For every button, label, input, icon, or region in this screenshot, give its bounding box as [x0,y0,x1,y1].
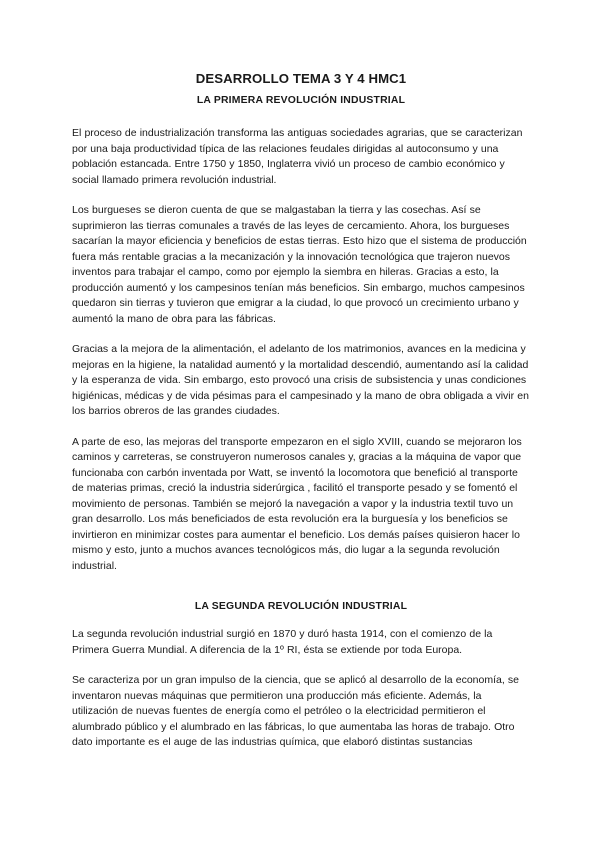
paragraph-transport: A parte de eso, las mejoras del transporte empezaron en el siglo XVIII, cuando se mejoraron los caminos y carreteras, se construyeron numerosos canales y, gracias a la máquina de vapor que funcionaba con carbón inventada por Watt, se inventó la locomotora que benefició al transporte de materias primas, creció la industria siderúrgica , facilitó el transporte pesado y se fomentó el movimiento de personas. También se mejoró la navegación a vapor y la industria textil tuvo un gran desarrollo. Los más beneficiados de esta revolución era la burguesía y los beneficios se invirtieron en minimizar costes para aumentar el beneficio. Los demás países quisieron hacer lo mismo y esto, junto a muchos avances tecnológicos más, dio lugar a la segunda revolución industrial. [72,435,522,572]
paragraph-demography: Gracias a la mejora de la alimentación, el adelanto de los matrimonios, avances en la medicina y mejoras en la higiene, la natalidad aumentó y la mortalidad descendió, aumentando así la calidad y la esperanza de vida. Sin embargo, esto provocó una crisis de subsistencia y unas condiciones higiénicas, médicas y de vida pésimas para el campesinado y la mano de obra obligada a vivir en los barrios obreros de las grandes ciudades. [72,343,529,417]
paragraph-bourgeoisie-land: Los burgueses se dieron cuenta de que se malgastaban la tierra y las cosechas. Así se suprimieron las tierras comunales a través de las leyes de cercamiento. Ahora, los burgueses sacarían la mayor eficiencia y beneficios de estas tierras. Esto hizo que el sistema de producción fuera más rentable gracias a la mecanización y la innovación tecnológica que trajeron nuevos inventos para trabajar el campo, como por ejemplo la siembra en hileras. Gracias a esto, la producción aumentó y los campesinos tenían más beneficios. Sin embargo, muchos campesinos quedaron sin tierras y tuvieron que emigrar a la ciudad, lo que provocó un crecimiento urbano y aumentó la mano de obra para las fábricas. [72,204,527,325]
section-heading-second-revolution: LA SEGUNDA REVOLUCIÓN INDUSTRIAL [194,601,408,612]
section-heading-first-revolution: LA PRIMERA REVOLUCIÓN INDUSTRIAL [196,95,406,106]
paragraph-industrialization: El proceso de industrialización transforma las antiguas sociedades agrarias, que se caracterizan por una baja productividad típica de las relaciones feudales dirigidas al autoconsumo y una población estancada. Entre 1750 y 1850, Inglaterra vivió un proceso de cambio económico y social llamado primera revolución industrial. [72,127,523,186]
paragraph-second-revolution-dates: La segunda revolución industrial surgió en 1870 y duró hasta 1914, con el comienzo de la Primera Guerra Mundial. A diferencia de la 1º RI, ésta se extiende por toda Europa. [72,628,493,656]
document-title: DESARROLLO TEMA 3 Y 4 HMC1 [195,71,407,86]
document-body [72,71,530,751]
paragraph-science-energy: Se caracteriza por un gran impulso de la ciencia, que se aplicó al desarrollo de la economía, se inventaron nuevas máquinas que permitieron una producción más eficiente. Además, la utilización de nuevas fuentes de energía como el petróleo o la electricidad permitieron el alumbrado público y el alumbrado en las fábricas, lo que aumentaba las horas de trabajo. Otro dato importante es el auge de las industrias química, que elaboró distintas sustancias [72,674,519,748]
